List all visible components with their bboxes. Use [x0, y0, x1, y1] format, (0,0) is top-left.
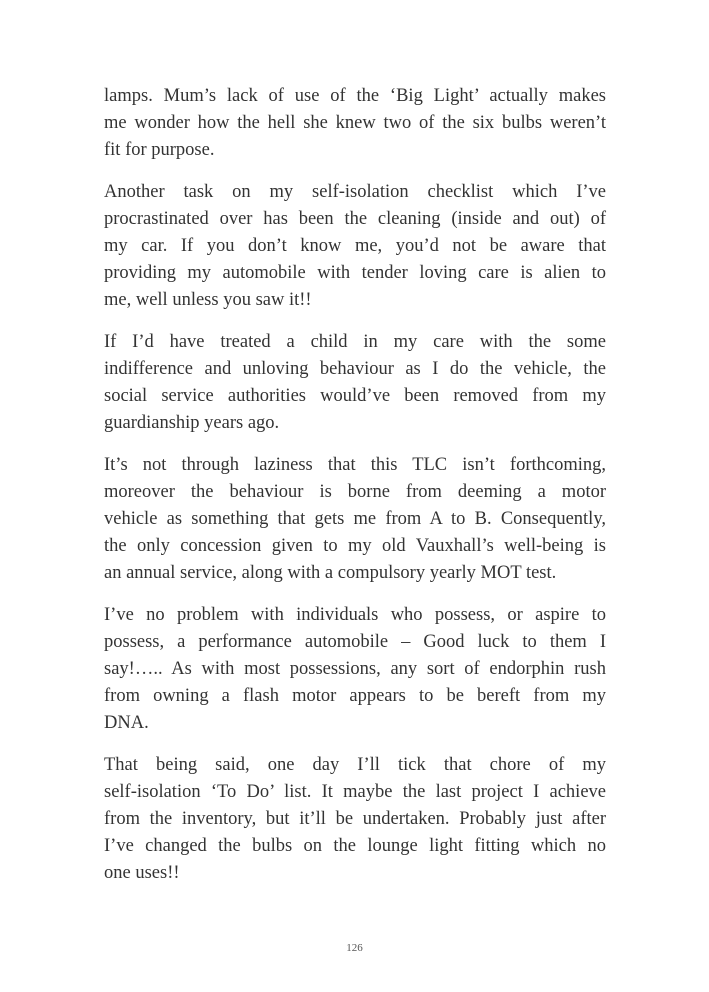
- body-text: [104, 83, 606, 902]
- text-line: me wonder how the hell she knew two of the six bulbs weren’t: [104, 113, 606, 133]
- text-line: It’s not through laziness that this TLC isn’t forthcoming,: [104, 455, 606, 475]
- text-line: an annual service, along with a compulsory yearly MOT test.: [104, 563, 557, 583]
- paragraph: [104, 452, 606, 587]
- text-line: DNA.: [104, 713, 149, 733]
- text-line: If I’d have treated a child in my care with the some: [104, 332, 606, 352]
- text-line: I’ve no problem with individuals who possess, or aspire to: [104, 605, 606, 625]
- text-line: procrastinated over has been the cleaning (inside and out) of: [104, 209, 606, 229]
- paragraph: [104, 83, 606, 164]
- text-line: That being said, one day I’ll tick that chore of my: [104, 755, 606, 775]
- text-line: from the inventory, but it’ll be undertaken. Probably just after: [104, 809, 606, 829]
- page-number: 126: [346, 942, 363, 954]
- text-line: possess, a performance automobile – Good luck to them I: [104, 632, 606, 652]
- text-line: providing my automobile with tender loving care is alien to: [104, 263, 606, 283]
- paragraph: [104, 329, 606, 437]
- text-line: Another task on my self-isolation checklist which I’ve: [104, 182, 606, 202]
- text-line: lamps. Mum’s lack of use of the ‘Big Light’ actually makes: [104, 86, 606, 106]
- text-line: the only concession given to my old Vauxhall’s well-being is: [104, 536, 606, 556]
- text-line: me, well unless you saw it!!: [104, 290, 312, 310]
- text-line: one uses!!: [104, 863, 180, 883]
- text-line: vehicle as something that gets me from A to B. Consequently,: [104, 509, 606, 529]
- paragraph: [104, 179, 606, 314]
- text-line: from owning a flash motor appears to be bereft from my: [104, 686, 606, 706]
- text-line: I’ve changed the bulbs on the lounge light fitting which no: [104, 836, 606, 856]
- paragraph: [104, 602, 606, 737]
- text-line: say!….. As with most possessions, any sort of endorphin rush: [104, 659, 606, 679]
- text-line: guardianship years ago.: [104, 413, 280, 433]
- text-line: my car. If you don’t know me, you’d not be aware that: [104, 236, 606, 256]
- text-line: indifference and unloving behaviour as I do the vehicle, the: [104, 359, 606, 379]
- text-line: self-isolation ‘To Do’ list. It maybe the last project I achieve: [104, 782, 606, 802]
- text-line: social service authorities would’ve been removed from my: [104, 386, 606, 406]
- text-line: fit for purpose.: [104, 140, 215, 160]
- paragraph: [104, 752, 606, 887]
- text-line: moreover the behaviour is borne from deeming a motor: [104, 482, 606, 502]
